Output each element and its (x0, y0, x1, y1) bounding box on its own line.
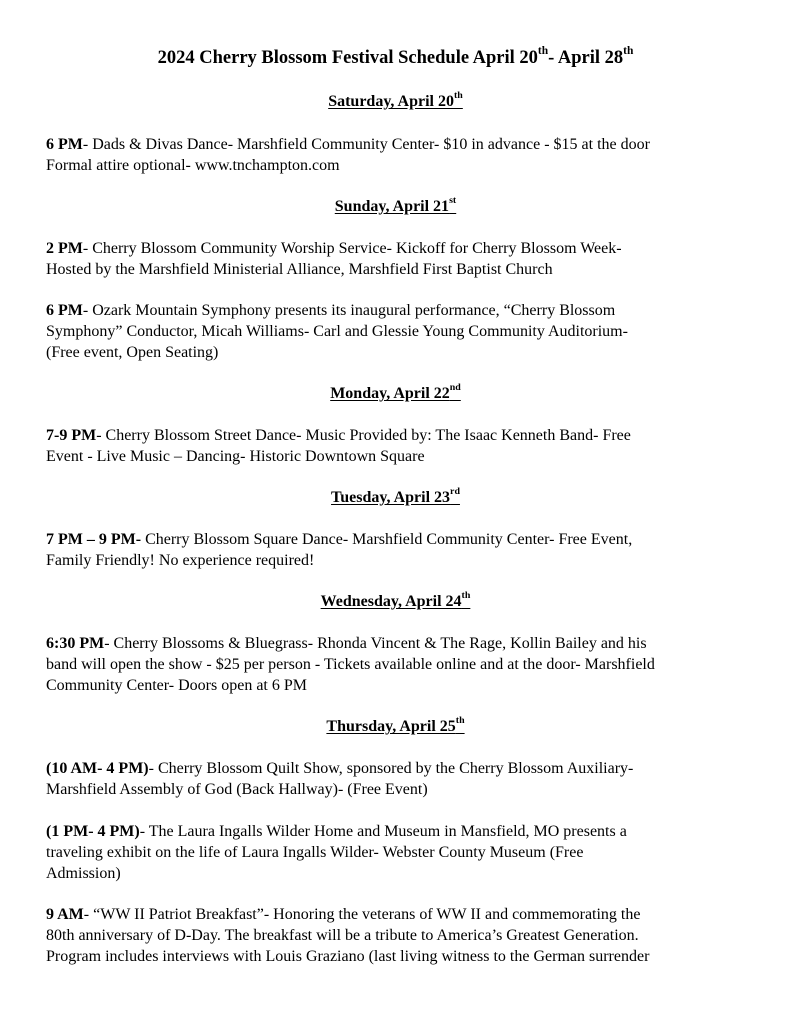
event-text: 80th anniversary of D-Day. The breakfast will be a tribute to America’s Greatest Generation. (46, 927, 639, 944)
title-superscript-end: th (623, 45, 634, 58)
day-heading-wednesday (0, 592, 791, 612)
day-heading-suffix: st (449, 195, 457, 207)
event-text: - Dads & Divas Dance- Marshfield Community Center- $10 in advance - $15 at the door (82, 136, 650, 153)
day-heading-suffix: th (454, 90, 463, 102)
title-text: 2024 Cherry Blossom Festival Schedule April 20 (157, 48, 538, 68)
event-text: Formal attire optional- www.tnchampton.com (46, 157, 340, 174)
day-heading-saturday (0, 92, 791, 112)
event-time: 6 PM (46, 302, 83, 319)
event-text: Event - Live Music – Dancing- Historic Downtown Square (46, 448, 425, 465)
event-entry (46, 758, 746, 800)
title-superscript-start: th (537, 45, 549, 58)
event-text: - Ozark Mountain Symphony presents its inaugural performance, “Cherry Blossom (82, 302, 616, 319)
event-time: 9 AM (46, 906, 84, 923)
event-entry (46, 134, 746, 176)
event-text: traveling exhibit on the life of Laura Ingalls Wilder- Webster County Museum (Free (46, 844, 584, 861)
event-text: Admission) (46, 865, 121, 882)
event-time: 6:30 PM (46, 635, 105, 652)
event-entry (46, 529, 746, 571)
day-heading-suffix: rd (450, 486, 460, 498)
day-heading-sunday (0, 197, 791, 217)
event-time: (10 AM- 4 PM) (46, 760, 149, 777)
event-text: (Free event, Open Seating) (46, 344, 219, 361)
day-heading-text: Tuesday, April 23 (331, 489, 451, 506)
event-text: Program includes interviews with Louis Graziano (last living witness to the German surrender (46, 948, 650, 965)
event-time: 6 PM (46, 136, 83, 153)
event-time: 7 PM – 9 PM- (46, 531, 142, 548)
event-text: Cherry Blossom Square Dance- Marshfield Community Center- Free Event, (141, 531, 633, 548)
event-entry (46, 904, 746, 967)
day-heading-text: Monday, April 22 (330, 385, 450, 402)
day-heading-thursday (0, 717, 791, 737)
event-text: - Cherry Blossom Street Dance- Music Provided by: The Isaac Kenneth Band- Free (96, 427, 631, 444)
event-text: Hosted by the Marshfield Ministerial Alliance, Marshfield First Baptist Church (46, 261, 553, 278)
event-entry (46, 300, 746, 363)
day-heading-suffix: th (455, 715, 465, 727)
event-text: - Cherry Blossoms & Bluegrass- Rhonda Vincent & The Rage, Kollin Bailey and his (104, 635, 647, 652)
event-entry (46, 425, 746, 467)
day-heading-suffix: th (461, 590, 471, 602)
event-text: - Cherry Blossom Community Worship Service- Kickoff for Cherry Blossom Week- (82, 240, 622, 257)
event-text: - The Laura Ingalls Wilder Home and Museum in Mansfield, MO presents a (139, 823, 627, 840)
event-time: (1 PM- 4 PM) (46, 823, 140, 840)
event-entry (46, 238, 746, 280)
event-entry (46, 821, 746, 884)
day-heading-monday (0, 384, 791, 404)
event-time: 7-9 PM (46, 427, 97, 444)
document-title (0, 46, 791, 70)
day-heading-text: Wednesday, April 24 (320, 593, 462, 610)
day-heading-tuesday (0, 488, 791, 508)
event-text: - “WW II Patriot Breakfast”- Honoring the veterans of WW II and commemorating the (83, 906, 641, 923)
title-text-end: - April 28 (548, 48, 624, 68)
event-entry (46, 633, 746, 696)
event-text: Symphony” Conductor, Micah Williams- Carl and Glessie Young Community Auditorium- (46, 323, 628, 340)
event-text: Community Center- Doors open at 6 PM (46, 677, 307, 694)
event-time: 2 PM (46, 240, 83, 257)
day-heading-text: Thursday, April 25 (326, 718, 456, 735)
day-heading-text: Saturday, April 20 (328, 93, 454, 110)
day-heading-text: Sunday, April 21 (334, 198, 450, 215)
day-heading-suffix: nd (449, 382, 461, 394)
event-text: Family Friendly! No experience required! (46, 552, 315, 569)
event-text: Marshfield Assembly of God (Back Hallway)- (Free Event) (46, 781, 428, 798)
event-text: band will open the show - $25 per person - Tickets available online and at the door- Marshfield (46, 656, 655, 673)
event-text: - Cherry Blossom Quilt Show, sponsored by the Cherry Blossom Auxiliary- (148, 760, 634, 777)
